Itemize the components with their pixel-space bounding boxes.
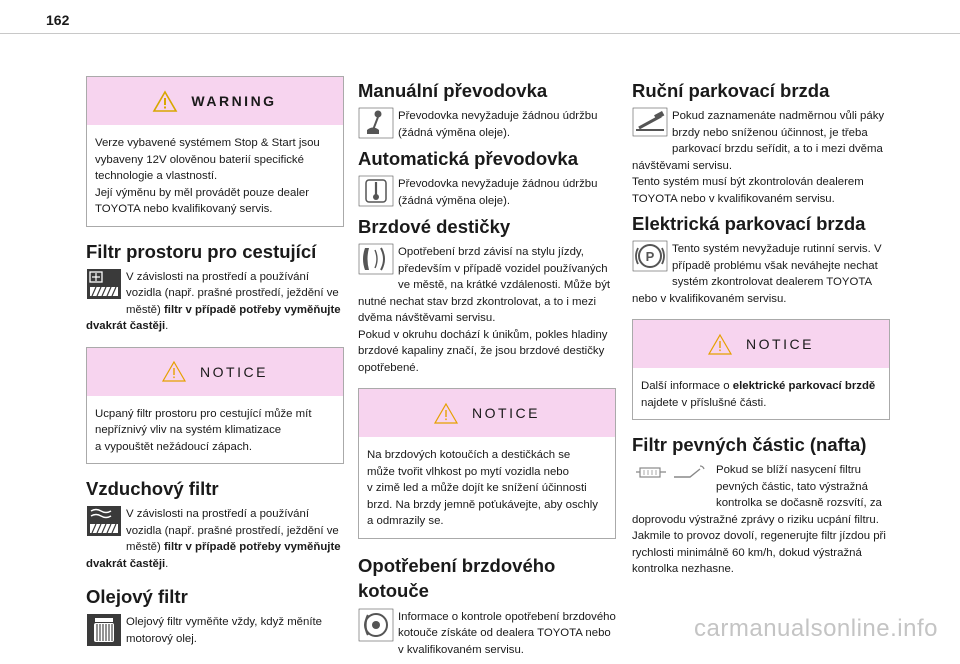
brake-pads-section — [358, 216, 616, 376]
particle-filter-section — [632, 434, 890, 578]
brake-pads-title: Brzdové destičky — [358, 216, 511, 237]
notice-label: NOTICE — [472, 405, 540, 421]
manual-gearbox-icon — [358, 108, 394, 140]
manual-gearbox-title: Manuální převodovka — [358, 80, 548, 101]
brake-disc-section — [358, 553, 616, 659]
warning-box — [86, 76, 344, 227]
oil-filter-text: Olejový filtr vyměňte vždy, když měníte motorový olej. — [126, 616, 323, 645]
air-filter-icon — [86, 506, 122, 538]
notice-line: může tvořit vlhkost po mytí vozidla nebo — [367, 465, 569, 478]
brake-pads-text: Opotřebení brzd závisí na stylu jízdy, především v případě vozidel používaných ve městě, na krátké vzdálenosti. Může být nutné nechat stav brzd zkontrolovat, a to i mezi dvěma návštěvami servisu. — [358, 246, 611, 324]
column-1 — [86, 76, 344, 654]
air-filter-section — [86, 478, 344, 572]
manual-gearbox-text: Převodovka nevyžaduje žádnou údržbu (žádná výměna oleje). — [398, 110, 598, 139]
cabin-filter-section — [86, 241, 344, 335]
column-2 — [358, 76, 616, 664]
particle-filter-warning-icon — [636, 462, 672, 482]
notice-line: a vypouštět nežádoucí zápach. — [95, 440, 253, 453]
warning-box-header — [87, 77, 343, 125]
particle-filter-text: Pokud se blíží nasycení filtru pevných částic, tato výstražná kontrolka se dočasně rozsvítí, za doprovodu výstražné zprávy o riziku ucpání filtru. — [632, 464, 882, 526]
cabin-filter-icon — [86, 269, 122, 301]
notice-text — [359, 437, 615, 538]
warning-line: Její výměnu by měl provádět pouze dealer — [95, 186, 310, 199]
svg-text:P: P — [645, 249, 655, 264]
page-number: 162 — [46, 12, 70, 28]
oil-filter-section — [86, 586, 344, 648]
notice-header — [633, 320, 889, 368]
notice-box-cabin — [86, 347, 344, 465]
brake-disc-icon — [358, 609, 394, 641]
electric-parking-brake-title: Elektrická parkovací brzda — [632, 213, 866, 234]
notice-label: NOTICE — [746, 336, 814, 352]
electric-parking-brake-icon — [632, 241, 668, 273]
notice-triangle-icon — [434, 403, 458, 424]
notice-line: v zimě led a může dojít ke snížení účinnosti — [367, 482, 587, 494]
warning-triangle-icon — [153, 91, 177, 112]
manual-gearbox-section — [358, 80, 616, 142]
column-3 — [632, 76, 890, 584]
handbrake-text: Pokud zaznamenáte nadměrnou vůli páky brzdy nebo sníženou účinnost, je třeba parkovací brzdu seřídit, a to i mezi dvěma návštěvami servisu. — [632, 110, 885, 172]
notice-text-pre: Další informace o — [641, 380, 733, 392]
warning-line: vybaveny 12V olověnou baterií specifické — [95, 153, 304, 166]
notice-line: brzd. Na brzdy jemně poťukávejte, aby oschly — [367, 498, 598, 511]
notice-box-brakes — [358, 388, 616, 539]
notice-line: Ucpaný filtr prostoru pro cestující může mít — [95, 407, 312, 420]
electric-parking-brake-section — [632, 213, 890, 307]
handbrake-text-2: Tento systém musí být zkontrolován dealerem TOYOTA nebo v kvalifikovaném servisu. — [632, 176, 864, 205]
notice-line: nepříznivý vliv na systém klimatizace — [95, 424, 282, 436]
cabin-filter-text: V závislosti na prostředí a používání vozidla (např. prašné prostředí, ježdění ve městě) filtr v případě potřeby vyměňujte dvakrát častěji. — [86, 270, 341, 332]
notice-triangle-icon — [708, 334, 732, 355]
oil-filter-title: Olejový filtr — [86, 586, 188, 607]
notice-header — [359, 389, 615, 437]
oil-filter-icon — [86, 614, 122, 646]
automatic-gearbox-title: Automatická převodovka — [358, 148, 579, 169]
cabin-filter-title: Filtr prostoru pro cestující — [86, 240, 317, 262]
warning-line: TOYOTA nebo kvalifikovaný servis. — [95, 203, 273, 215]
air-filter-title: Vzduchový filtr — [86, 478, 219, 499]
handbrake-section — [632, 80, 890, 207]
automatic-gearbox-section — [358, 148, 616, 210]
exhaust-pipe-icon — [672, 462, 708, 482]
notice-line: a odmrazily se. — [367, 515, 444, 527]
notice-box-epb — [632, 319, 890, 420]
handbrake-title: Ruční parkovací brzda — [632, 80, 830, 101]
air-filter-text: V závislosti na prostředí a používání vozidla (např. prašné prostředí, ježdění ve městě) filtr v případě potřeby vyměňujte dvakrát častěji. — [86, 508, 341, 570]
warning-label: WARNING — [191, 93, 277, 109]
electric-parking-brake-text: Tento systém nevyžaduje rutinní servis. V případě problému však neváhejte nechat systém zkontrolovat dealerem TOYOTA nebo v kvalifikovaném servisu. — [632, 243, 882, 305]
notice-header — [87, 348, 343, 396]
notice-line: Na brzdových kotoučích a destičkách se — [367, 449, 571, 461]
automatic-gearbox-text: Převodovka nevyžaduje žádnou údržbu (žádná výměna oleje). — [398, 178, 598, 207]
particle-filter-text-2: Jakmile to provoz dovolí, regenerujte filtr jízdou při rychlosti minimálně 60 km/h, dokud výstražná kontrolka nezhasne. — [632, 530, 886, 575]
notice-label: NOTICE — [200, 363, 268, 380]
top-divider — [0, 33, 960, 34]
particle-filter-title: Filtr pevných částic (nafta) — [632, 434, 867, 455]
brake-disc-title: Opotřebení brzdového kotouče — [358, 554, 556, 601]
notice-text — [87, 396, 343, 464]
warning-line: Verze vybavené systémem Stop & Start jsou — [95, 137, 320, 149]
notice-text — [633, 368, 889, 419]
warning-text — [87, 125, 343, 226]
warning-line: technologie a vlastností. — [95, 170, 218, 182]
handbrake-icon — [632, 108, 668, 140]
notice-triangle-icon — [162, 361, 186, 382]
brake-pads-icon — [358, 244, 394, 276]
watermark: carmanualsonline.info — [694, 615, 938, 642]
brake-disc-text: Informace o kontrole opotřebení brzdového kotouče získáte od dealera TOYOTA nebo v kvalifikovaném servisu. — [398, 610, 616, 656]
brake-pads-text-2: Pokud v okruhu dochází k únikům, pokles hladiny brzdové kapaliny značí, že jsou brzdové destičky opotřebené. — [358, 328, 608, 374]
particle-filter-icons — [632, 462, 712, 494]
automatic-gearbox-icon — [358, 176, 394, 208]
notice-text-bold: elektrické parkovací brzdě — [732, 380, 876, 392]
notice-text-post: najdete v příslušné části. — [641, 396, 767, 409]
